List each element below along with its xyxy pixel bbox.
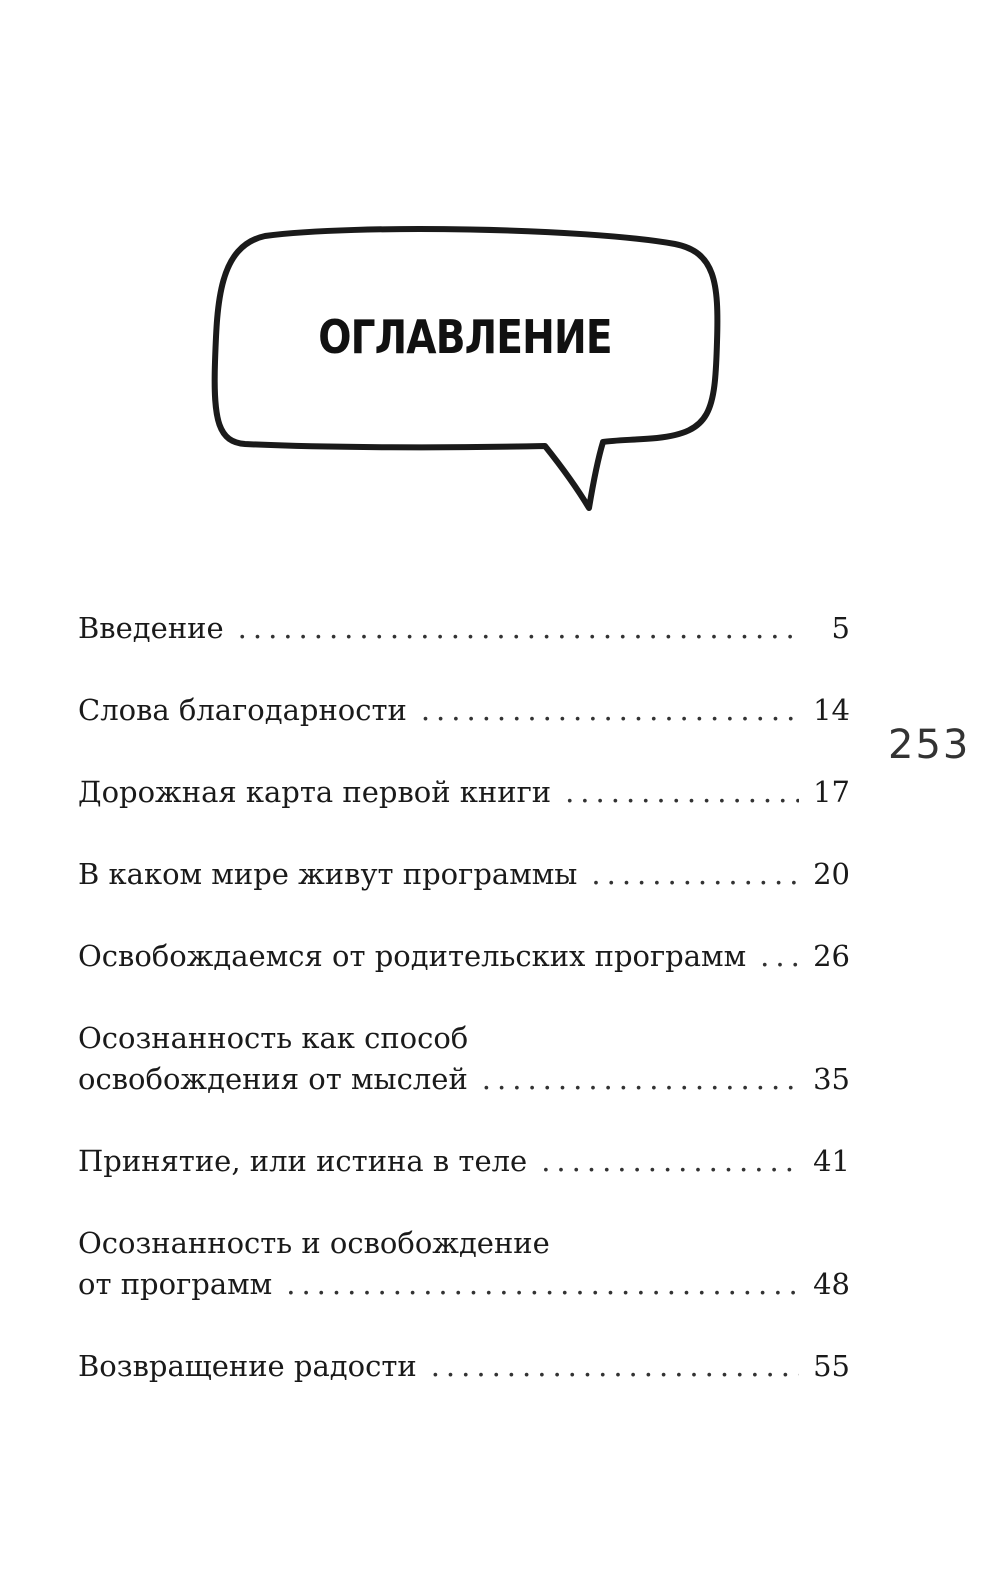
toc-row <box>78 936 850 977</box>
toc-dot-leader <box>541 1141 799 1182</box>
toc-dot-leader <box>238 608 802 649</box>
page-title: ОГЛАВЛЕНИЕ <box>318 310 612 364</box>
toc-dot-leader <box>482 1059 799 1100</box>
toc-row <box>78 772 850 813</box>
page-number: 253 <box>888 722 971 768</box>
toc-entry-title: Слова благодарности <box>78 693 407 727</box>
toc-entry-page: 5 <box>831 611 850 645</box>
toc-entry-title: Освобождаемся от родительских программ <box>78 939 747 973</box>
toc-entry[interactable] <box>78 1018 850 1100</box>
toc-entry[interactable] <box>78 772 850 813</box>
toc-dot-leader <box>565 772 799 813</box>
toc-entry-page: 17 <box>813 775 850 809</box>
toc-entry-page: 55 <box>813 1349 850 1383</box>
toc-entry-title-line1: Осознанность как способ <box>78 1021 469 1055</box>
toc-row <box>78 690 850 731</box>
toc-entry-title: Принятие, или истина в теле <box>78 1144 528 1178</box>
toc-row <box>78 1141 850 1182</box>
toc-entry-title: Дорожная карта первой книги <box>78 775 552 809</box>
toc-entry-title: Введение <box>78 611 224 645</box>
toc-dot-leader <box>431 1346 799 1387</box>
toc-entry[interactable] <box>78 608 850 649</box>
toc-row <box>78 1346 850 1387</box>
toc-entry[interactable] <box>78 1346 850 1387</box>
toc-entry-page: 26 <box>813 939 850 973</box>
toc-entry[interactable] <box>78 854 850 895</box>
toc-entry-page: 14 <box>813 693 850 727</box>
toc-entry-page: 41 <box>813 1144 850 1178</box>
toc-entry[interactable] <box>78 1223 850 1305</box>
toc-row <box>78 1264 850 1305</box>
toc-entry-title: В каком мире живут программы <box>78 857 578 891</box>
toc-row <box>78 854 850 895</box>
toc-entry[interactable] <box>78 1141 850 1182</box>
toc-dot-leader <box>286 1264 799 1305</box>
toc-entry-title: Возвращение радости <box>78 1349 417 1383</box>
toc-entry-page: 20 <box>813 857 850 891</box>
speech-bubble-frame <box>205 222 725 518</box>
toc-entry-title-line1: Осознанность и освобождение <box>78 1226 550 1260</box>
toc-entry-title: освобождения от мыслей <box>78 1062 468 1096</box>
toc-entry[interactable] <box>78 936 850 977</box>
toc-row <box>78 608 850 649</box>
toc-dot-leader <box>591 854 799 895</box>
toc-entry-page: 35 <box>813 1062 850 1096</box>
toc-row <box>78 1059 850 1100</box>
toc-dot-leader <box>760 936 799 977</box>
toc-dot-leader <box>421 690 799 731</box>
toc-entry[interactable] <box>78 690 850 731</box>
table-of-contents <box>78 608 850 1428</box>
toc-entry-title: от программ <box>78 1267 273 1301</box>
toc-entry-page: 48 <box>813 1267 850 1301</box>
